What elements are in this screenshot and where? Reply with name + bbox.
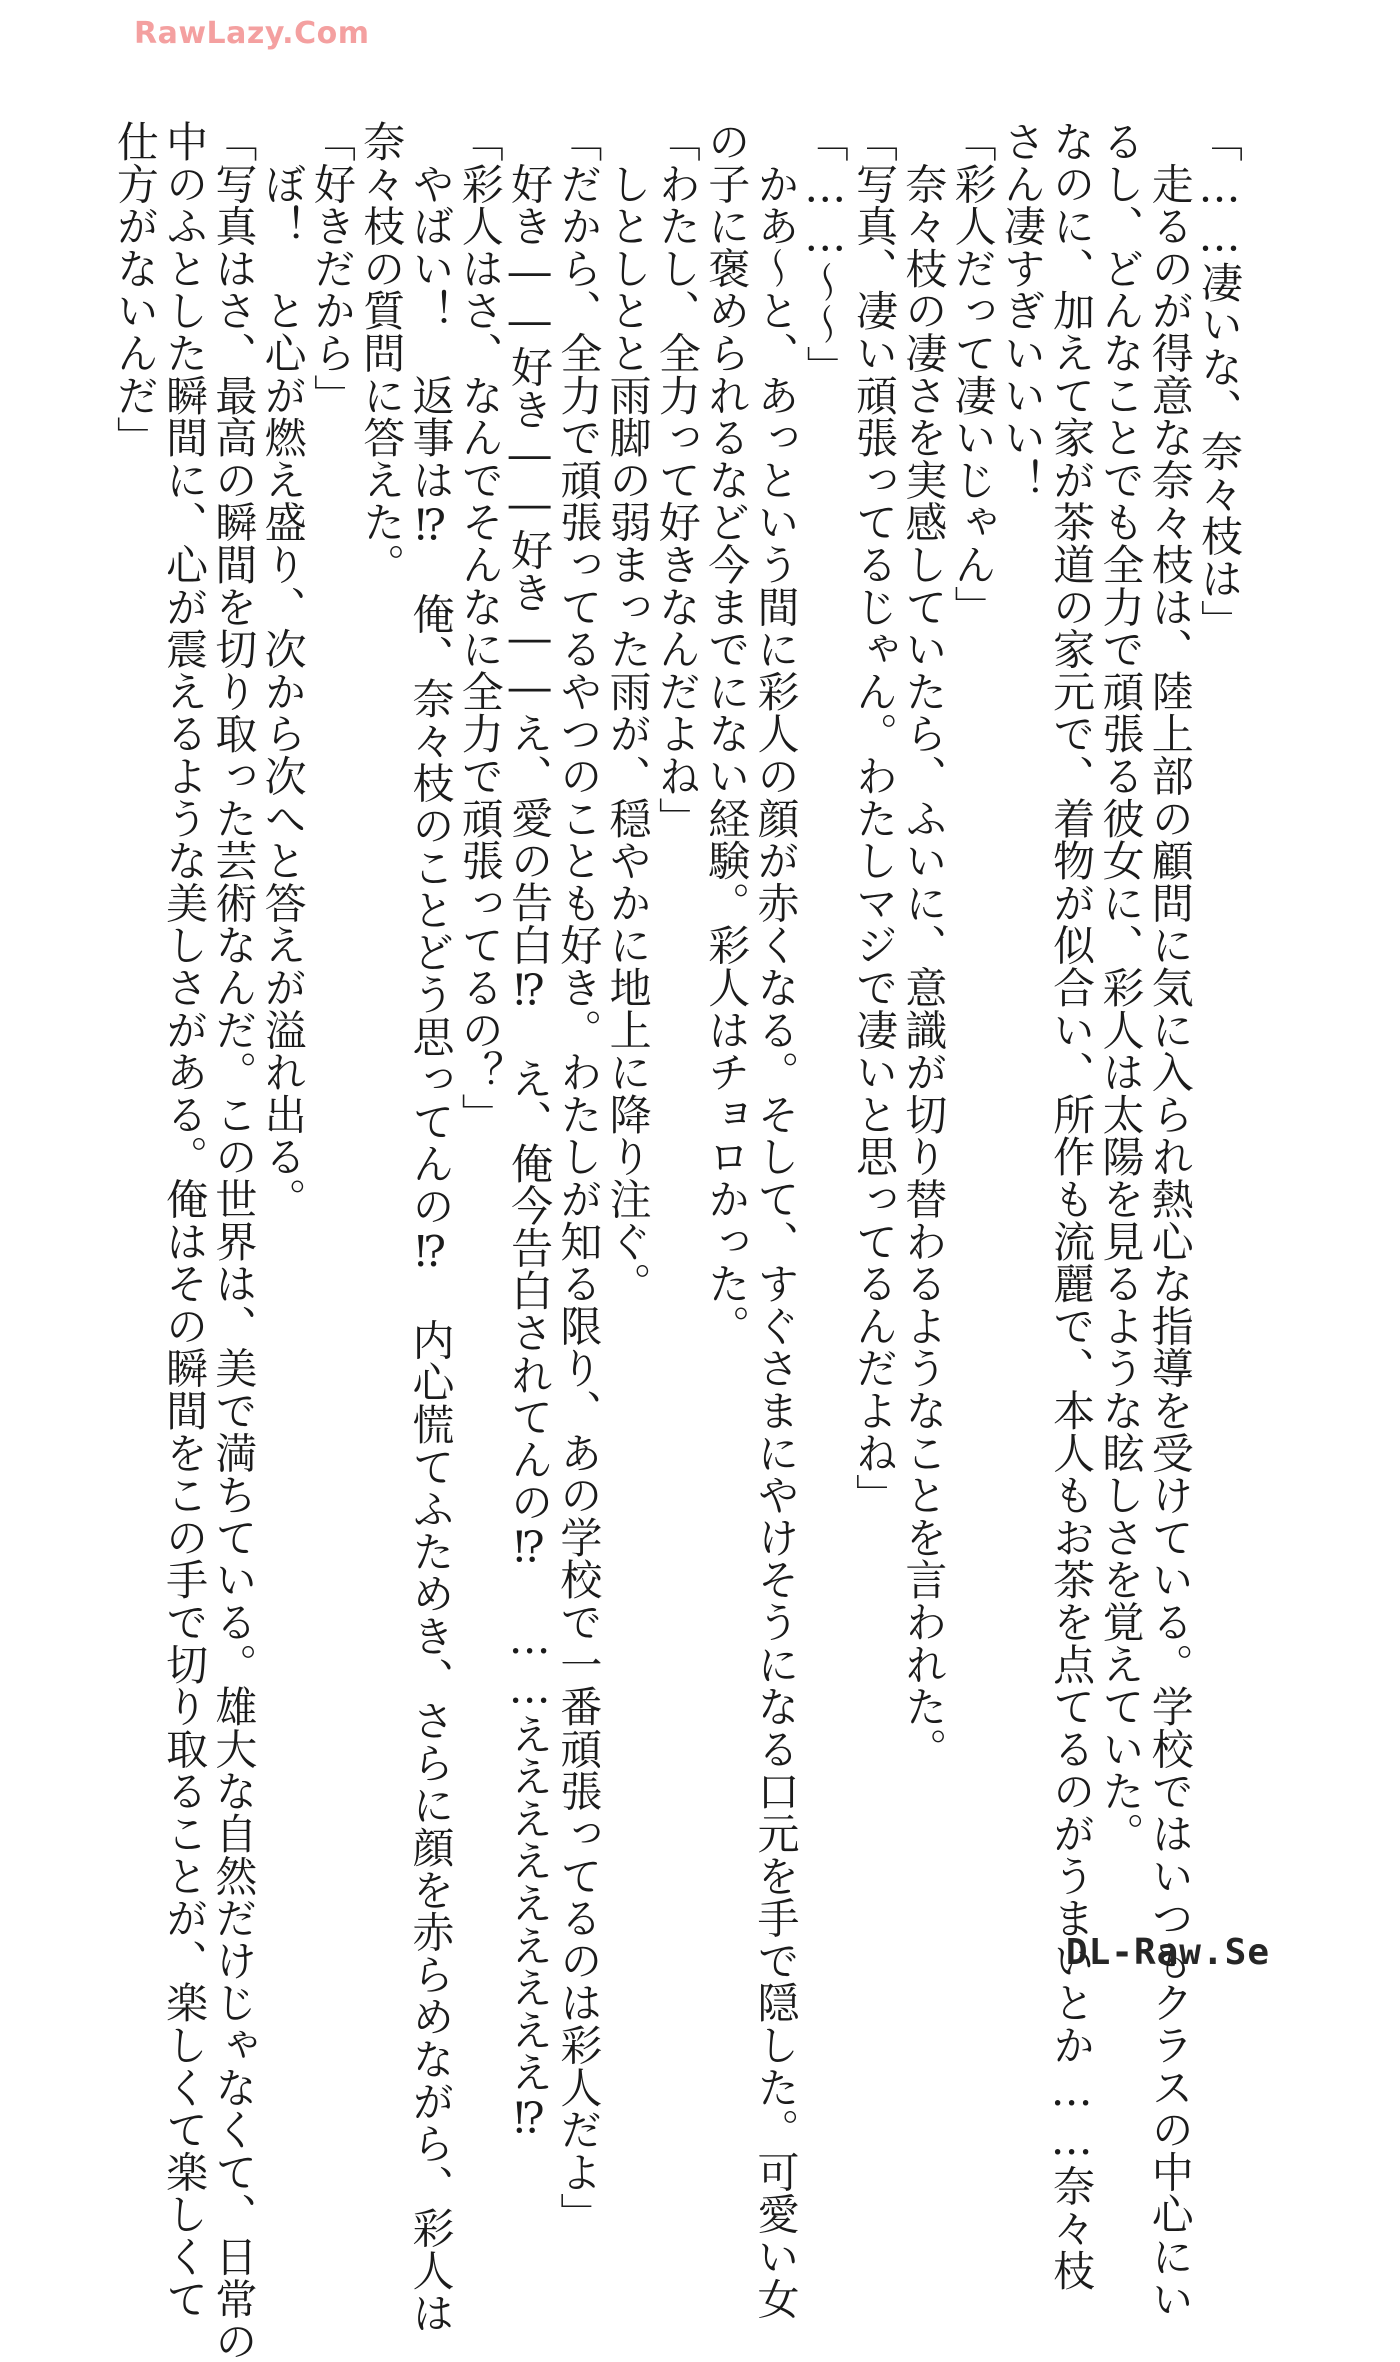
text-line: 「好きだから」 [307,120,357,417]
text-line: 「……凄いな、奈々枝は」 [1195,120,1244,642]
text-line: かあ～と、あっという間に彩人の顔が赤くなる。そして、すぐさまにやけそうになる口元を手で隠した。可愛い女 [751,120,801,2320]
watermark-bottom: DL-Raw.Se [1065,1932,1270,1973]
text-line: 仕方がないんだ」 [110,120,160,459]
text-line: 奈々枝の質問に答えた。 [357,120,407,586]
text-line: やばい！ 返事は⁉ 俺、奈々枝のことどう思ってんの⁉ 内心慌てふためき、さらに顔を赤らめながら、彩人は [406,120,456,2334]
text-line: 中のふとした瞬間に、心が震えるような美しさがある。俺はその瞬間をこの手で切り取ることが、楽しくて楽しくて [160,120,210,2320]
text-line: 奈々枝の凄さを実感していたら、ふいに、意識が切り替わるようなことを言われた。 [899,120,949,1770]
text-line: 「だから、全力で頑張ってるやつのことも好き。わたしが知る限り、あの学校で一番頑張ってるのは彩人だよ」 [554,120,604,2235]
text-line: 「……～～」 [800,120,850,388]
text-line: 「彩人だって凄いじゃん」 [948,120,998,628]
text-line: 「写真、凄い頑張ってるじゃん。わたしマジで凄いと思ってるんだよね」 [850,120,900,1516]
watermark-top: RawLazy.Com [134,16,370,51]
text-line: の子に褒められるなど今までにない経験。彩人はチョロかった。 [702,120,752,1347]
text-line: 走るのが得意な奈々枝は、陸上部の顧問に気に入られ熱心な指導を受けている。学校ではいつもクラスの中心にい [1145,120,1195,2320]
text-line: ぼ！ と心が燃え盛り、次から次へと答えが溢れ出る。 [258,120,308,1220]
text-line: なのに、加えて家が茶道の家元で、着物が似合い、所作も流麗で、本人もお茶を点てるのがうまいとか……奈々枝 [1047,120,1097,2292]
text-line: 「わたし、全力って好きなんだよね」 [652,120,702,840]
text-line: 好き――好き――好き――え、愛の告白⁉ え、俺今告白されてんの⁉ ……えええええええええ⁉ [505,120,555,2143]
text-line: 「写真はさ、最高の瞬間を切り取った芸術なんだ。この世界は、美で満ちている。雄大な自然だけじゃなくて、日常の [209,120,259,2362]
text-line: 「彩人はさ、なんでそんなに全力で頑張ってるの？」 [455,120,505,1136]
text-line: さん凄すぎいいい！ [997,120,1047,501]
text-line: るし、どんなことでも全力で頑張る彼女に、彩人は太陽を見るような眩しさを覚えていた。 [1096,120,1146,1855]
text-line: しとしとと雨脚の弱まった雨が、穏やかに地上に降り注ぐ。 [603,120,653,1305]
